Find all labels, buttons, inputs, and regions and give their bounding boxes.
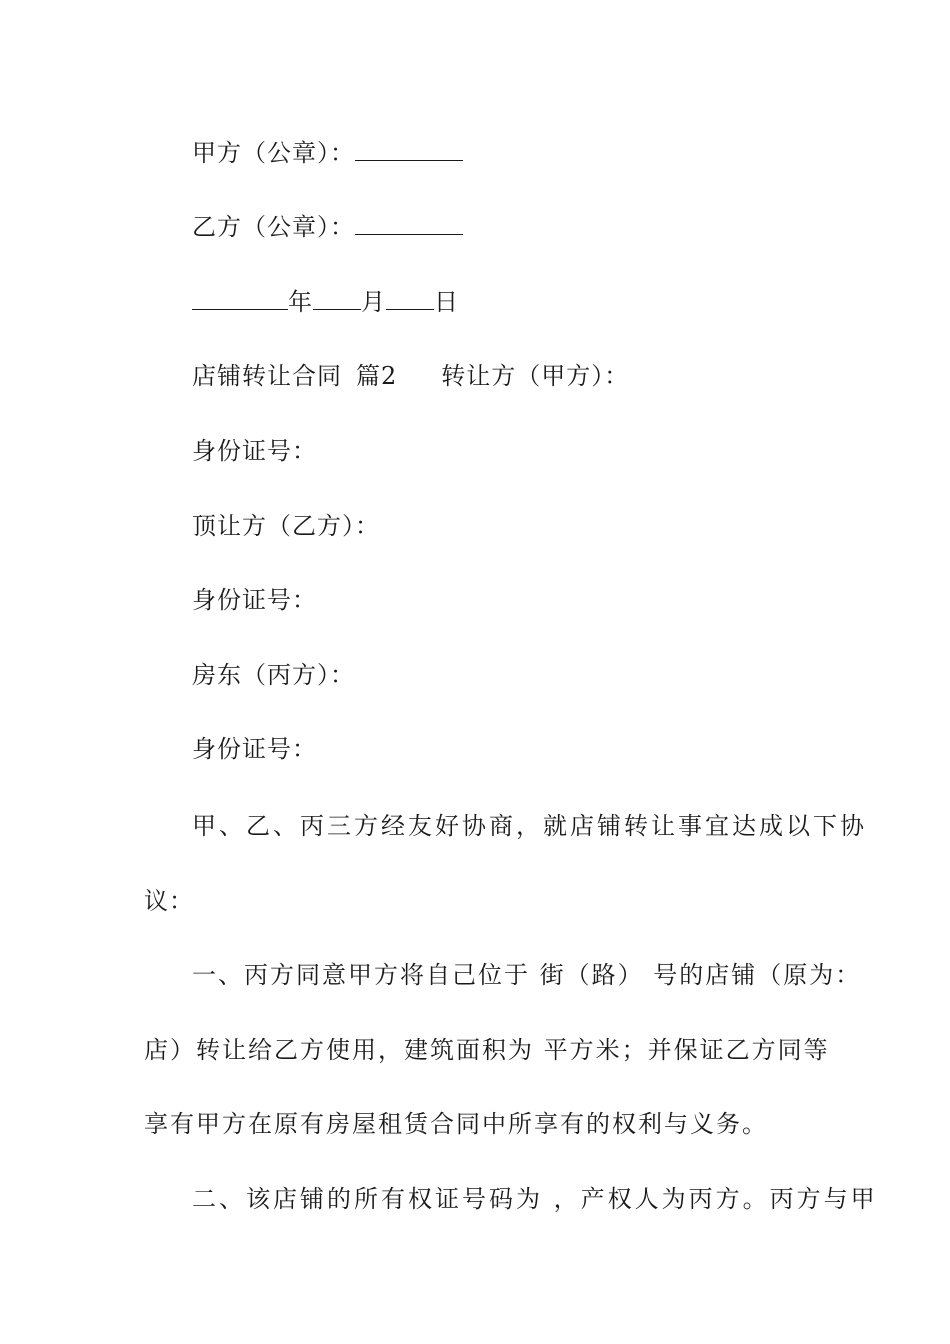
clause-1-line-3 xyxy=(144,1109,768,1139)
year-blank xyxy=(192,287,288,310)
month-label: 月 xyxy=(361,288,386,316)
year-label: 年 xyxy=(288,288,313,316)
party-a-seal-label: 甲方（公章）： xyxy=(192,139,355,167)
intro-text-1: 甲、乙、丙三方经友好协商，就店铺转让事宜达成以下协 xyxy=(192,812,867,840)
clause-1-line-2 xyxy=(144,1035,830,1065)
clause-2-line-1 xyxy=(192,1184,878,1214)
party-b-seal-blank xyxy=(355,212,463,235)
day-blank xyxy=(386,287,434,310)
intro-paragraph-line-1 xyxy=(192,811,867,841)
landlord-label: 房东（丙方）： xyxy=(192,661,355,689)
date-line xyxy=(192,287,459,317)
contract-heading-line xyxy=(192,361,629,391)
id-number-label-3: 身份证号： xyxy=(192,735,317,763)
id-number-line-2 xyxy=(192,585,317,615)
id-number-label-2: 身份证号： xyxy=(192,586,317,614)
clause-1-line-1 xyxy=(192,960,861,990)
party-b-seal-label: 乙方（公章）： xyxy=(192,213,355,241)
id-number-label-1: 身份证号： xyxy=(192,437,317,465)
day-label: 日 xyxy=(434,288,459,316)
transferee-line xyxy=(192,511,380,541)
transferee-label: 顶让方（乙方）： xyxy=(192,512,380,540)
party-a-seal-blank xyxy=(355,138,463,161)
intro-text-2: 议： xyxy=(144,887,194,915)
id-number-line-1 xyxy=(192,436,317,466)
transferor-label: 转让方（甲方）： xyxy=(441,362,630,390)
landlord-line xyxy=(192,660,355,690)
clause-1-text-1: 一、丙方同意甲方将自己位于 街（路） 号的店铺（原为： xyxy=(192,961,862,989)
clause-1-text-3: 享有甲方在原有房屋租赁合同中所享有的权利与义务。 xyxy=(144,1110,768,1138)
id-number-line-3 xyxy=(192,734,317,764)
contract-section: 篇2 xyxy=(356,362,398,390)
party-a-seal-line xyxy=(192,138,463,168)
contract-title: 店铺转让合同 xyxy=(192,362,342,390)
clause-2-text-1: 二、该店铺的所有权证号码为 ，产权人为丙方。丙方与甲 xyxy=(192,1185,878,1213)
month-blank xyxy=(313,287,361,310)
intro-paragraph-line-2 xyxy=(144,886,194,916)
party-b-seal-line xyxy=(192,212,463,242)
clause-1-text-2: 店）转让给乙方使用，建筑面积为 平方米；并保证乙方同等 xyxy=(144,1036,830,1064)
